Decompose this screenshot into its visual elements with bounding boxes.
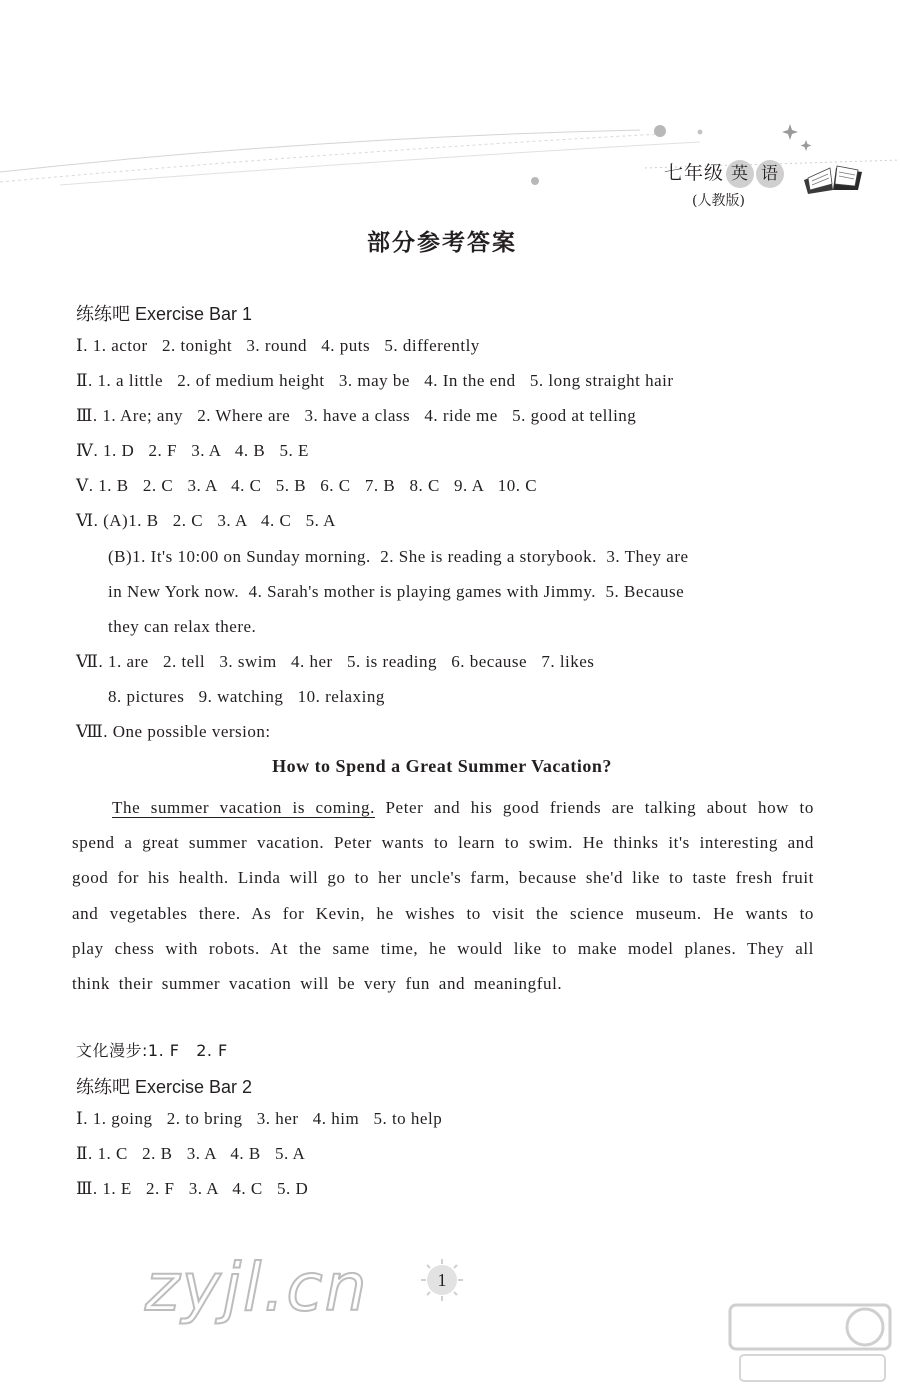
answer-line: Ⅳ. 1. D 2. F 3. A 4. B 5. E bbox=[76, 441, 309, 460]
answer-line: Ⅲ. 1. Are; any 2. Where are 3. have a class 4. ride me 5. good at telling bbox=[76, 406, 637, 425]
section-title-bar-2: 练练吧 Exercise Bar 2 bbox=[76, 1077, 253, 1097]
essay-title: How to Spend a Great Summer Vacation? bbox=[272, 756, 612, 776]
answer-line: Ⅱ. 1. C 2. B 3. A 4. B 5. A bbox=[76, 1144, 306, 1163]
grade-subject-label bbox=[664, 158, 784, 188]
essay-body bbox=[72, 790, 814, 1001]
answer-line: Ⅰ. 1. actor 2. tonight 3. round 4. puts 5. differently bbox=[76, 336, 480, 355]
answer-line: Ⅷ. One possible version: bbox=[76, 722, 271, 741]
answer-line: Ⅴ. 1. B 2. C 3. A 4. C 5. B 6. C 7. B 8. C 9. A 10. C bbox=[76, 476, 538, 495]
answer-line: in New York now. 4. Sarah's mother is playing games with Jimmy. 5. Because bbox=[108, 582, 685, 601]
subject-char-2: 语 bbox=[756, 160, 784, 188]
section-title-bar-1: 练练吧 Exercise Bar 1 bbox=[76, 304, 253, 324]
edition-label: (人教版) bbox=[692, 193, 745, 209]
page-number-badge bbox=[420, 1258, 464, 1302]
answer-line: Ⅵ. (A)1. B 2. C 3. A 4. C 5. A bbox=[76, 511, 336, 530]
corner-stamp-logo bbox=[725, 1300, 895, 1385]
page-title: 部分参考答案 bbox=[367, 230, 517, 256]
answer-line: Ⅶ. 1. are 2. tell 3. swim 4. her 5. is reading 6. because 7. likes bbox=[76, 652, 595, 671]
answer-line: Ⅱ. 1. a little 2. of medium height 3. may be 4. In the end 5. long straight hair bbox=[76, 371, 674, 390]
watermark-logo bbox=[140, 1240, 410, 1330]
grade-text: 七年级 bbox=[664, 162, 725, 184]
essay-rest: Peter and his good friends are talking about how to spend a great summer vacation. Peter wants to learn to swim. He thinks it's interesting and good for his health. Linda will go to her uncle's farm, because she'd like to taste fresh fruit and vegetables there. As for Kevin, he wishes to visit the science museum. He wants to play chess with robots. At the same time, he would like to make model planes. They all think their summer vacation will be very fun and meaningful. bbox=[72, 798, 814, 994]
page-number: 1 bbox=[437, 1270, 447, 1290]
answer-line: Ⅰ. 1. going 2. to bring 3. her 4. him 5. to help bbox=[76, 1109, 443, 1128]
answer-line: they can relax there. bbox=[108, 617, 257, 636]
open-book-icon bbox=[800, 150, 866, 200]
answer-line: 8. pictures 9. watching 10. relaxing bbox=[108, 687, 385, 706]
answer-line: Ⅲ. 1. E 2. F 3. A 4. C 5. D bbox=[76, 1179, 309, 1198]
essay-first-sentence: The summer vacation is coming. bbox=[112, 798, 375, 817]
answer-line: (B)1. It's 10:00 on Sunday morning. 2. She is reading a storybook. 3. They are bbox=[108, 547, 689, 566]
svg-text:zyjl.cn: zyjl.cn bbox=[145, 1249, 369, 1326]
subject-char-1: 英 bbox=[726, 160, 754, 188]
culture-answers: 文化漫步:1. F 2. F bbox=[76, 1041, 228, 1060]
